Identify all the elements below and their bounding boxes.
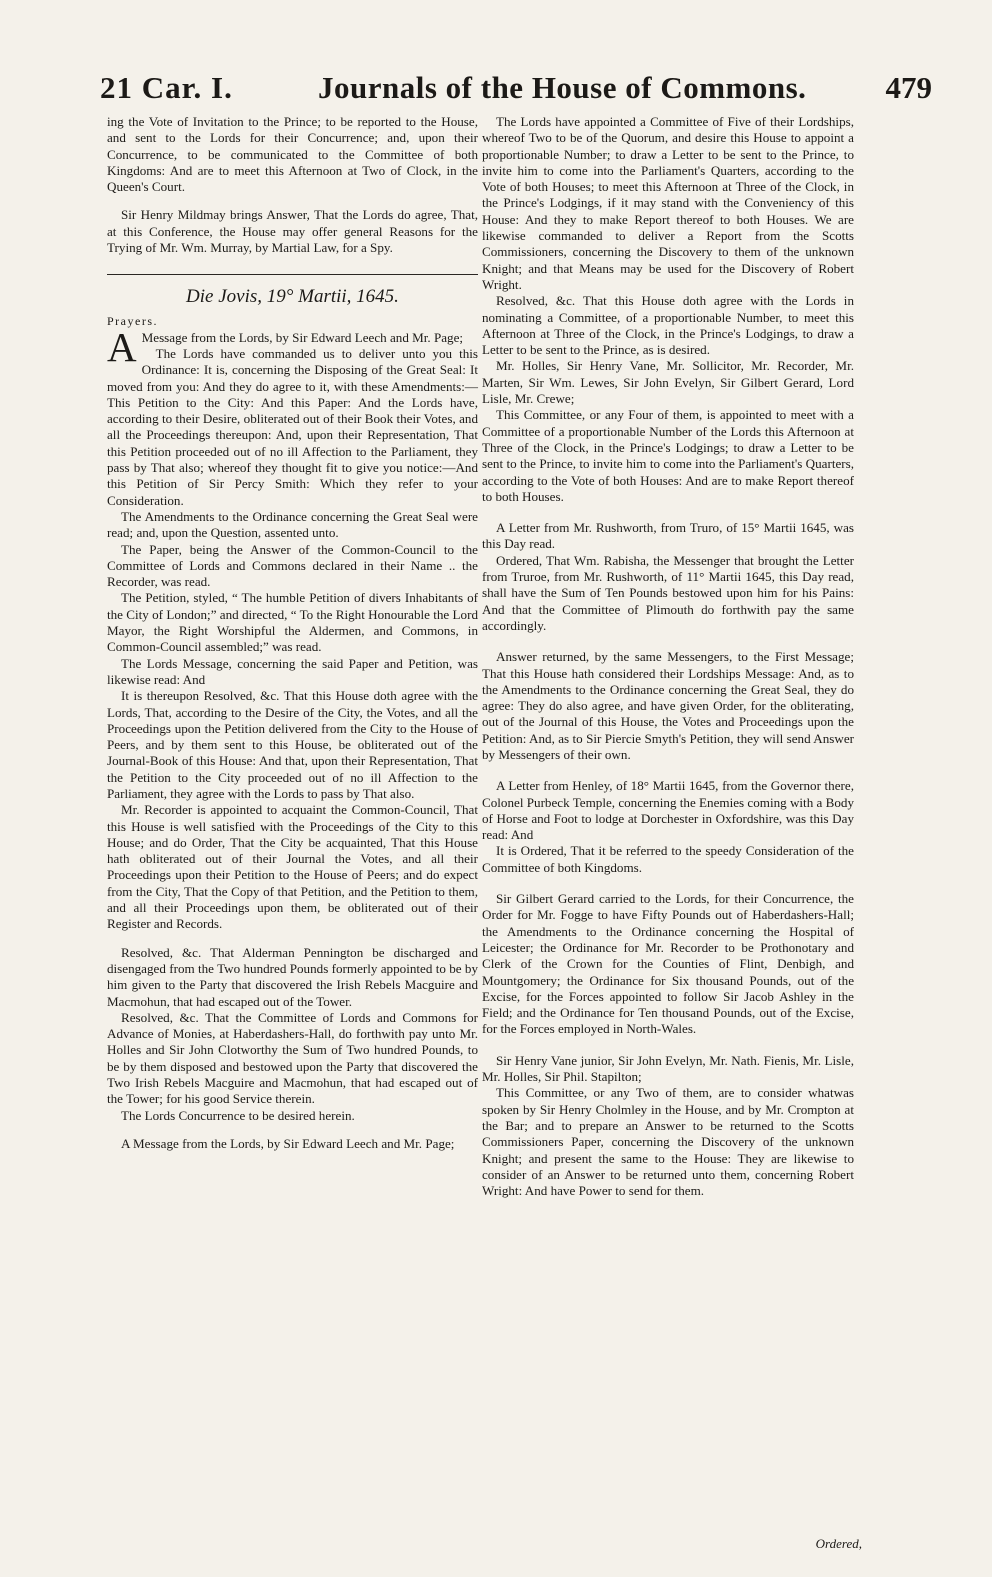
paragraph: The Amendments to the Ordinance concerning the Great Seal were read; and, upon the Question, assented unto. [107, 508, 478, 541]
paragraph: Resolved, &c. That the Committee of Lords and Commons for Advance of Monies, at Haberdashers-Hall, do forthwith pay unto Mr. Holles and Sir John Clotworthy the Sum of Two hundred Pounds, to be by them disposed and bestowed upon the Party that discovered the Two Irish Rebels Macguire and Macmohun, that had escaped out of the Tower; for his good Service therein. [107, 1009, 478, 1107]
section-divider [107, 274, 478, 275]
left-column [107, 114, 478, 1152]
drop-cap: A [107, 323, 137, 370]
paragraph: The Lords have appointed a Committee of Five of their Lordships, whereof Two to be of the Quorum, and desire this House to appoint a proportionable Number; to draw a Letter to be sent to the Prince, to invite him to come into the Parliament's Quarters, according to the Vote of both Houses; to meet this Afternoon at Three of the Clock, in the Prince's Lodgings, if it may stand with the Conveniency of this House: And they to make Report thereof to both Houses. We are likewise commanded to deliver a Report from the Scotts Commissioners, concerning the Discovery to them of the unknown Knight; and that Means may be used for the Discovery of Robert Wright. [482, 114, 854, 292]
running-header [100, 70, 932, 112]
paragraph: The Petition, styled, “ The humble Petition of divers Inhabitants of the City of London;” and directed, “ To the Right Honourable the Lord Mayor, the Right Worshipful the Aldermen, and Commons, in Common-Council assembled;” was read. [107, 590, 478, 655]
paragraph: Ordered, That Wm. Rabisha, the Messenger that brought the Letter from Truroe, from Mr. Rushworth, of 11° Martii 1645, this Day read, shall have the Sum of Ten Pounds bestowed upon him for his Pains: And that the Committee of Plimouth do forthwith pay the same accordingly. [482, 552, 854, 633]
paragraph: Mr. Recorder is appointed to acquaint the Common-Council, That this House is well satisfied with the Proceedings of the City to this House; and do Order, That the City be acquainted, That this House hath obliterated out of their Journal the Votes, and all their Proceedings upon their Petition to the House of Peers; and do expect from the City, That the Copy of that Petition, and the Petition to them, and all their Proceedings upon them, be obliterated out of their Register and Records. [107, 802, 478, 932]
paragraph: Sir Henry Vane junior, Sir John Evelyn, Mr. Nath. Fienis, Mr. Lisle, Mr. Holles, Sir Phil. Stapilton; [482, 1052, 854, 1085]
paragraph: The Lords Message, concerning the said Paper and Petition, was likewise read: And [107, 655, 478, 687]
running-head-title: Journals of the House of Commons. [318, 70, 807, 105]
paragraph: Resolved, &c. That Alderman Pennington be discharged and disengaged from the Two hundred Pounds formerly appointed to be by him given to the Party that discovered the Irish Rebels Macguire and Macmohun, that had escaped out of the Tower. [107, 944, 478, 1009]
paragraph: It is thereupon Resolved, &c. That this House doth agree with the Lords, That, according to the Desire of the City, the Votes, and all the Proceedings upon the Petition delivered from the City to the House of Peers, and by them sent to this House, be obliterated out of the Journal-Book of this House: And that, upon their Representation, That the Petition to the City proceeded out of no ill Affection to the Parliament, they agree with the Lords to pass by That also. [107, 688, 478, 801]
paragraph: It is Ordered, That it be referred to the speedy Consideration of the Committee of both Kingdoms. [482, 843, 854, 875]
paragraph: This Committee, or any Two of them, are to consider whatwas spoken by Sir Henry Cholmley in the House, and by Mr. Crompton at the Bar; and to prepare an Answer to be returned to the Scotts Commissioners Paper, concerning the Discovery of the unknown Knight; and present the same to the House: They are likewise to consider of an Answer to be returned unto them, concerning Robert Wright: And have Power to send for them. [482, 1085, 854, 1199]
catchword: Ordered, [815, 1536, 862, 1551]
running-head-regnal-year: 21 Car. I. [100, 70, 233, 105]
paragraph: A Message from the Lords, by Sir Edward Leech and Mr. Page; [121, 1135, 455, 1151]
paragraph: A Letter from Mr. Rushworth, from Truro, of 15° Martii 1645, was this Day read. [482, 520, 854, 552]
paragraph: The Paper, being the Answer of the Common-Council to the Committee of Lords and Commons declared in their Name .. the Recorder, was read. [107, 541, 478, 590]
paragraph: A Letter from Henley, of 18° Martii 1645, from the Governor there, Colonel Purbeck Temple, concerning the Enemies coming with a Body of Horse and Foot to lodge at Dorchester in Oxfordshire, was this Day read: And [482, 778, 854, 843]
page-number: 479 [885, 70, 932, 105]
paragraph: ing the Vote of Invitation to the Prince; to be reported to the House, and sent to the Lords for their Concurrence; and, upon their Concurrence, to be communicated to the Committee of both Kingdoms: And are to meet this Afternoon at Two of Clock, in the Queen's Court. [107, 114, 478, 195]
paragraph: Sir Gilbert Gerard carried to the Lords, for their Concurrence, the Order for Mr. Fogge to have Fifty Pounds out of Haberdashers-Hall; the Amendments to the Ordinance concerning the Hospital of Leicester; the Ordinance for Mr. Recorder to be Prothonotary and Clerk of the Crown for the Counties of Flint, Denbigh, and Mountgomery; the Ordinance for Six thousand Pounds, out of the Excise, for the Forces appointed to follow Sir Jacob Ashley in the Field; and the Ordinance for Ten thousand Pounds, out of the Excise, for the Forces employed in North-Wales. [482, 891, 854, 1037]
paragraph: The Lords Concurrence to be desired herein. [121, 1107, 355, 1123]
paragraph: Resolved, &c. That this House doth agree with the Lords in nominating a Committee, of a proportionable Number, to meet this Afternoon at Three of the Clock, in the Prince's Lodgings, to draw a Letter to be sent to the Prince, as is desired. [482, 293, 854, 358]
sitting-dateline: Die Jovis, 19° Martii, 1645. [186, 286, 399, 308]
paragraph: Sir Henry Mildmay brings Answer, That the Lords do agree, That, at this Conference, the House may offer general Reasons for the Trying of Mr. Wm. Murray, by Martial Law, for a Spy. [107, 207, 478, 256]
prayers-heading: Prayers. [107, 314, 158, 329]
paragraph: This Committee, or any Four of them, is appointed to meet with a Committee of a proportionable Number of the Lords this Afternoon at Three of the Clock, in the Prince's Lodgings; to draw a Letter to be sent to the Prince, to invite him to come into the Parliament's Quarters, according to the Vote of both Houses: And are to make Report thereof to both Houses. [482, 407, 854, 504]
paragraph: The Lords have commanded us to deliver unto you this Ordinance: It is, concerning the Disposing of the Great Seal: It moved from you: And they do agree to it, with these Amendments:— This Petition to the City: And this Paper: And the Lords have, according to their Desire, obliterated out of their Book their Votes, and all the Proceedings thereupon: And, upon their Representation, That this Petition proceeded out of no ill Affection to the Parliament, they pass by That also; whereof they thought fit to give you notice:—And this Petition of Sir Percy Smith: Which they refer to your Consideration. [107, 345, 478, 508]
right-column [482, 114, 854, 1199]
paragraph: Mr. Holles, Sir Henry Vane, Mr. Sollicitor, Mr. Recorder, Mr. Marten, Sir Wm. Lewes, Sir John Evelyn, Sir Gilbert Gerard, Lord Lisle, Mr. Crewe; [482, 358, 854, 407]
paragraph: Answer returned, by the same Messengers, to the First Message; That this House hath considered their Lordships Message: And, as to the Amendments to the Ordinance concerning the Great Seal, they do agree: They do also agree, and have given Order, for the obliterating, out of the Journal of this House, the Votes and Proceedings upon the Petition: And, as to Sir Piercie Smyth's Petition, they will send Answer by Messengers of their own. [482, 649, 854, 762]
paragraph: A Message from the Lords, by Sir Edward Leech and Mr. Page; [107, 323, 464, 370]
